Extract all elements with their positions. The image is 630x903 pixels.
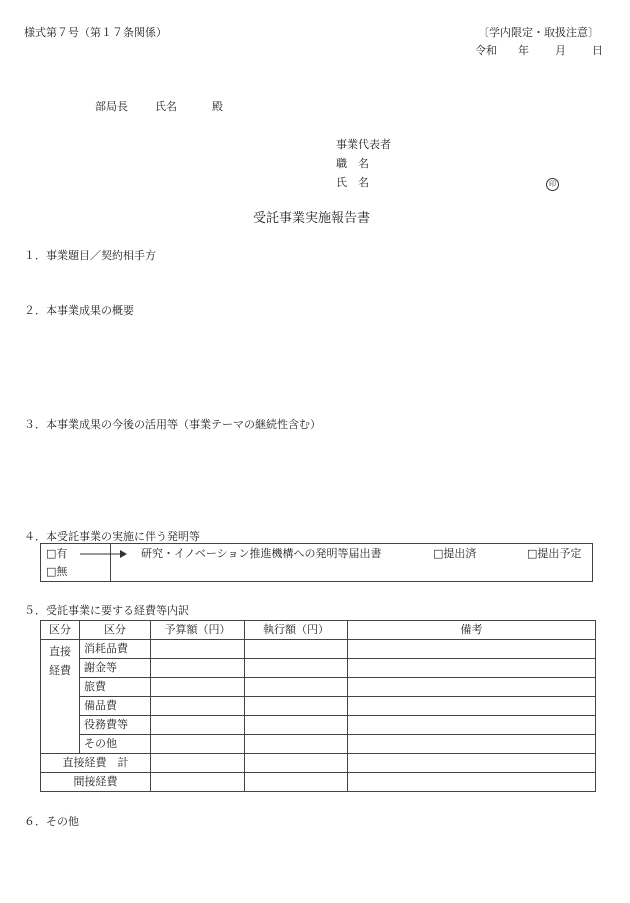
remarks-cell[interactable] [348, 678, 596, 697]
date-era: 令和 [475, 44, 497, 57]
document-title: 受託事業実施報告書 [253, 211, 371, 226]
seal-mark [546, 176, 559, 191]
table-header-remarks: 備考 [348, 621, 596, 640]
invention-yes-checkbox[interactable]: □有 [46, 547, 68, 560]
item-services: 役務費等 [80, 716, 151, 735]
section-6-heading: ６．その他 [24, 815, 79, 828]
dept-head-label: 部局長 [95, 100, 128, 113]
confidential-label: 〔学内限定・取扱注意〕 [478, 26, 599, 39]
table-header-budget: 予算額（円） [151, 621, 245, 640]
remarks-cell[interactable] [348, 754, 596, 773]
budget-cell[interactable] [151, 697, 245, 716]
budget-cell[interactable] [151, 640, 245, 659]
executed-cell[interactable] [245, 678, 348, 697]
table-row [41, 640, 596, 659]
remarks-cell[interactable] [348, 640, 596, 659]
seal-mark-text: 印 [546, 178, 559, 191]
planned-checkbox[interactable]: □提出予定 [527, 547, 582, 560]
date-month: 月 [555, 44, 566, 57]
direct-expense-group-line2: 経費 [49, 664, 71, 677]
direct-total-label: 直接経費 計 [41, 754, 151, 773]
executed-cell[interactable] [245, 659, 348, 678]
executed-cell[interactable] [245, 716, 348, 735]
executed-cell[interactable] [245, 754, 348, 773]
section-5-heading: ５．受託事業に要する経費等内訳 [24, 604, 189, 617]
rep-name-label: 氏 名 [336, 176, 369, 189]
representative-title: 事業代表者 [336, 138, 391, 151]
remarks-cell[interactable] [348, 773, 596, 792]
item-consumables: 消耗品費 [80, 640, 151, 659]
executed-cell[interactable] [245, 735, 348, 754]
submitted-checkbox[interactable]: □提出済 [433, 547, 477, 560]
section-3-heading: ３．本事業成果の今後の活用等（事業テーマの継続性含む） [24, 418, 321, 431]
section-4-heading: ４．本受託事業の実施に伴う発明等 [24, 530, 200, 543]
expense-table [40, 620, 596, 792]
invention-no-checkbox[interactable]: □無 [46, 565, 68, 578]
table-header-category: 区分 [41, 621, 80, 640]
addressee-name-label: 氏名 [155, 100, 177, 113]
invention-description: 研究・イノベーション推進機構への発明等届出書 [141, 547, 382, 560]
executed-cell[interactable] [245, 640, 348, 659]
date-year: 年 [518, 44, 529, 57]
date-day: 日 [592, 44, 603, 57]
table-header-executed: 執行額（円） [245, 621, 348, 640]
budget-cell[interactable] [151, 735, 245, 754]
honorific-label: 殿 [212, 100, 223, 113]
direct-expense-group-line1: 直接 [49, 645, 71, 658]
budget-cell[interactable] [151, 773, 245, 792]
executed-cell[interactable] [245, 773, 348, 792]
table-row-direct-total [41, 754, 596, 773]
remarks-cell[interactable] [348, 716, 596, 735]
item-other: その他 [80, 735, 151, 754]
table-row [41, 716, 596, 735]
direct-expense-group [41, 640, 80, 754]
section-1-heading: １．事業題目／契約相手方 [24, 249, 156, 262]
item-travel: 旅費 [80, 678, 151, 697]
table-row [41, 659, 596, 678]
budget-cell[interactable] [151, 659, 245, 678]
position-label: 職 名 [336, 157, 369, 170]
remarks-cell[interactable] [348, 659, 596, 678]
expense-table-header-row [41, 621, 596, 640]
budget-cell[interactable] [151, 716, 245, 735]
table-row-indirect [41, 773, 596, 792]
budget-cell[interactable] [151, 754, 245, 773]
remarks-cell[interactable] [348, 735, 596, 754]
item-equipment: 備品費 [80, 697, 151, 716]
executed-cell[interactable] [245, 697, 348, 716]
remarks-cell[interactable] [348, 697, 596, 716]
table-row [41, 678, 596, 697]
table-header-subcategory: 区分 [80, 621, 151, 640]
table-row [41, 697, 596, 716]
item-honorarium: 謝金等 [80, 659, 151, 678]
budget-cell[interactable] [151, 678, 245, 697]
table-row [41, 735, 596, 754]
section-2-heading: ２．本事業成果の概要 [24, 304, 134, 317]
form-number-label: 様式第７号（第１７条関係） [24, 26, 167, 39]
indirect-label: 間接経費 [41, 773, 151, 792]
arrow-right-icon [80, 549, 128, 559]
